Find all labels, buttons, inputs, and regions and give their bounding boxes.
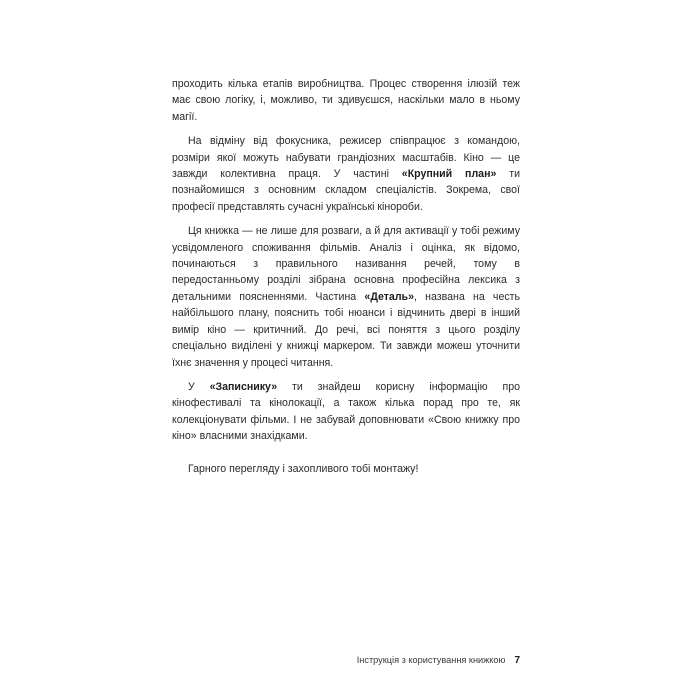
paragraph-1-text: проходить кілька етапів виробництва. Процес створення ілюзій теж має свою логіку, і, можливо, ти здивуєшся, наскільки мало в ньому магії. <box>172 78 520 123</box>
paragraph-1 <box>172 76 520 125</box>
paragraph-2 <box>172 133 520 215</box>
paragraph-2-text-b: ти познайомишся з основним складом спеціалістів. Зокрема, свої професії представлять сучасні українські кінороби. <box>172 168 521 213</box>
paragraph-3 <box>172 223 520 371</box>
paragraph-3-text-b: , названа на честь найбільшого плану, пояснить тобі нюанси і відчинить двері в інший вимір кіно — критичний. До речі, всі поняття з цього розділу спеціально виділені у книжці маркером. Ти завжди можеш уточнити їхнє значення у процесі читання. <box>172 290 521 369</box>
closing-wish: Гарного перегляду і захопливого тобі монтажу! <box>188 462 419 475</box>
body-text <box>172 76 520 477</box>
section-name-notebook: «Записнику» <box>209 380 278 393</box>
section-name-close-up: «Крупний план» <box>401 168 497 181</box>
paragraph-4-text-a: У <box>188 380 210 393</box>
section-name-detail: «Деталь» <box>364 290 414 303</box>
paragraph-4-text-b: ти знайдеш корисну інформацію про кінофестивалі та кінолокації, а також кілька порад про те, як колекціонувати фільми. І не забувай доповнювати «Свою книжку про кіно» власними знахідками. <box>172 380 520 443</box>
running-title: Інструкція з користування книжкою <box>356 655 506 665</box>
paragraph-5 <box>172 461 520 477</box>
paragraph-2-text-a: На відміну від фокусника, режисер співпрацює з командою, розміри якої можуть набувати грандіозних масштабів. Кіно — це завжди колективна праця. У частині <box>172 135 520 181</box>
paragraph-3-text-a: Ця книжка — не лише для розваги, а й для активації у тобі режиму усвідомленого споживання фільмів. Аналіз і оцінка, як відомо, починаються з правильного називання речей, тому в передостанньому розділі зібрана основна професійна лексика з детальними поясненнями. Частина <box>172 225 520 303</box>
paragraph-4 <box>172 379 520 445</box>
page-footer <box>356 654 520 667</box>
page-number: 7 <box>514 655 520 666</box>
